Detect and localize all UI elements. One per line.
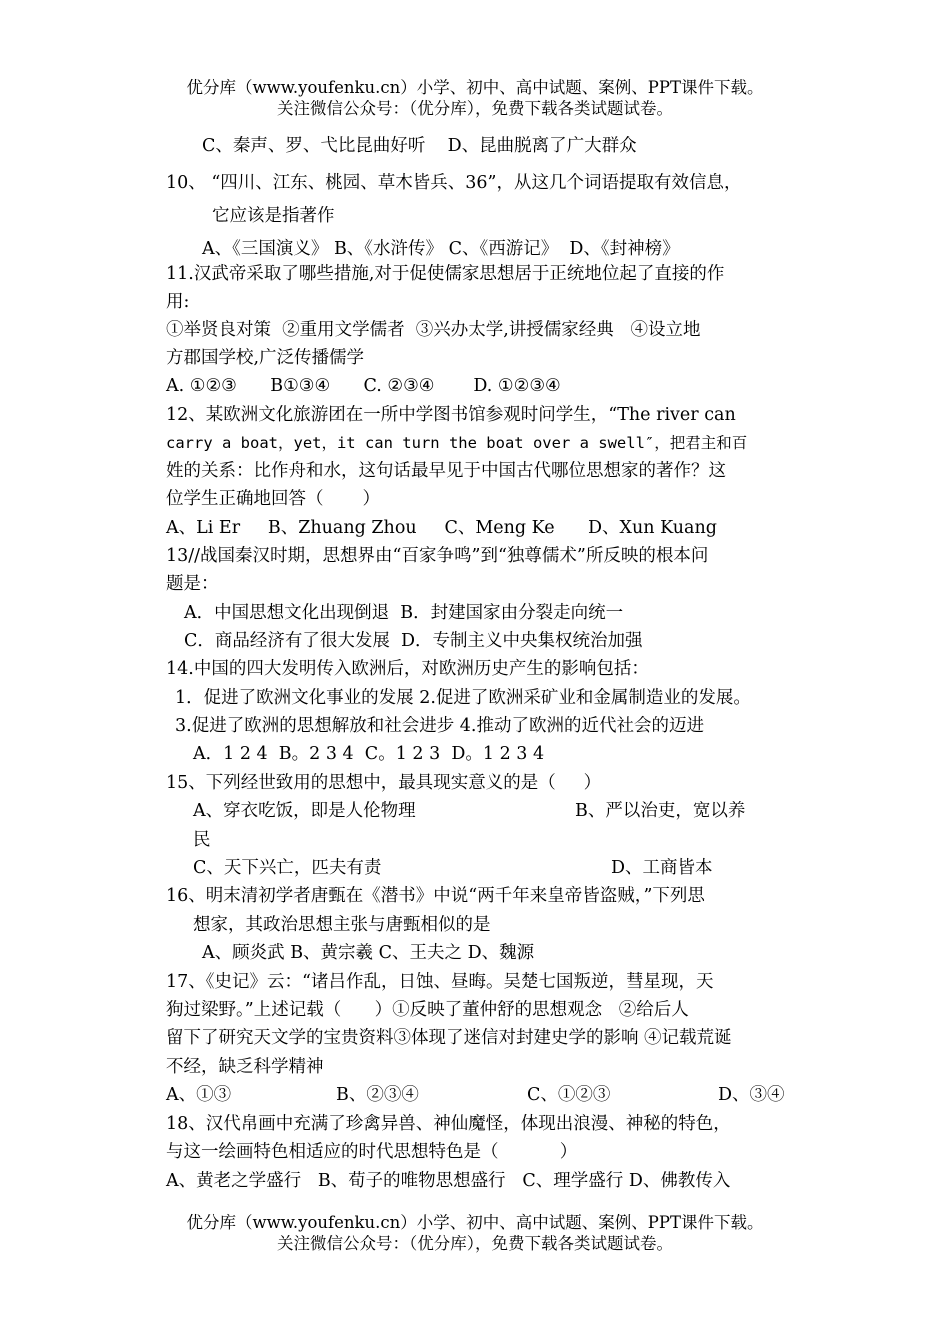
q18-options: A、黄老之学盛行 B、荀子的唯物思想盛行 C、理学盛行 D、佛教传入 [166, 1171, 731, 1191]
q14-options: A．1 2 4 B。2 3 4 C。1 2 3 D。1 2 3 4 [193, 744, 545, 764]
q17-option-b: B、②③④ [336, 1085, 419, 1105]
q12-stem-line-1: 12、某欧洲文化旅游团在一所中学图书馆参观时问学生，“The river can [166, 405, 736, 425]
q15-option-b: B、严以治吏，宽以养 [575, 801, 746, 821]
q15-option-a: A、穿衣吃饭，即是人伦物理 [193, 801, 416, 821]
q18-stem-line-2: 与这一绘画特色相适应的时代思想特色是（ ） [166, 1142, 578, 1162]
q11-stem-line-2: 用: [166, 292, 190, 312]
page-header-line-1: 优分库（www.youfenku.cn）小学、初中、高中试题、案例、PPT课件下载。 [186, 78, 764, 97]
q18-stem-line-1: 18、汉代帛画中充满了珍禽异兽、神仙魔怪，体现出浪漫、神秘的特色， [166, 1114, 731, 1134]
q17-stem-line-2: 狗过梁野。”上述记载（ ）①反映了董仲舒的思想观念 ②给后人 [166, 1000, 689, 1020]
q10-options: A、《三国演义》 B、《水浒传》 C、《西游记》 D、《封神榜》 [202, 239, 680, 259]
q13-stem-line-1: 13//战国秦汉时期，思想界由“百家争鸣”到“独尊儒术”所反映的根本问 [166, 546, 709, 566]
q15-option-b-continued: 民 [193, 830, 211, 850]
q14-items-line-2: 3.促进了欧洲的思想解放和社会进步 4.推动了欧洲的近代社会的迈进 [175, 716, 704, 736]
q11-stem-line-1: 11.汉武帝采取了哪些措施,对于促使儒家思想居于正统地位起了直接的作 [166, 264, 725, 284]
q16-options: A、顾炎武 B、黄宗羲 C、王夫之 D、魏源 [202, 943, 535, 963]
q13-stem-line-2: 题是： [166, 574, 219, 594]
page-header-line-2: 关注微信公众号：（优分库），免费下载各类试题试卷。 [277, 99, 673, 118]
q10-stem-line-1: 10、 “四川、江东、桃园、草木皆兵、36”，从这几个词语提取有效信息， [166, 173, 742, 193]
q16-stem-line-1: 16、明末清初学者唐甄在《潜书》中说“两千年来皇帝皆盗贼，”下列思 [166, 886, 705, 906]
q9-options-cd: C、秦声、罗、弋比昆曲好听 D、昆曲脱离了广大群众 [202, 136, 637, 156]
q17-stem-line-3: 留下了研究天文学的宝贵资料③体现了迷信对封建史学的影响 ④记载荒诞 [166, 1028, 732, 1048]
q17-option-a: A、①③ [166, 1085, 232, 1105]
q12-stem-line-4: 位学生正确地回答（ ） [166, 489, 380, 509]
q13-options-ab: A．中国思想文化出现倒退 B．封建国家由分裂走向统一 [184, 603, 624, 623]
q17-option-d: D、③④ [718, 1085, 785, 1105]
q17-option-c: C、①②③ [527, 1085, 611, 1105]
q16-stem-line-2: 想家，其政治思想主张与唐甄相似的是 [193, 915, 491, 935]
q17-stem-line-1: 17、《史记》云：“诸吕作乱，日蚀、昼晦。吴楚七国叛逆，彗星现，天 [166, 972, 714, 992]
q12-options: A、Li Er B、Zhuang Zhou C、Meng Ke D、Xun Kuang [166, 518, 717, 538]
q11-options: A. ①②③ B①③④ C. ②③④ D. ①②③④ [166, 376, 561, 396]
q14-items-line-1: 1．促进了欧洲文化事业的发展 2.促进了欧洲采矿业和金属制造业的发展。 [175, 688, 751, 708]
q15-stem: 15、下列经世致用的思想中，最具现实意义的是（ ） [166, 773, 602, 793]
q12-stem-line-2: carry a boat，yet，it can turn the boat over a swell″，把君主和百 [166, 434, 748, 452]
q11-items-line-2: 方郡国学校,广泛传播儒学 [166, 348, 365, 368]
q13-options-cd: C．商品经济有了很大发展 D．专制主义中央集权统治加强 [184, 631, 643, 651]
q12-stem-line-3: 姓的关系：比作舟和水，这句话最早见于中国古代哪位思想家的著作？这 [166, 461, 726, 481]
q14-stem: 14.中国的四大发明传入欧洲后，对欧洲历史产生的影响包括： [166, 659, 649, 679]
page-footer-line-2: 关注微信公众号：（优分库），免费下载各类试题试卷。 [277, 1234, 673, 1253]
q15-option-d: D、工商皆本 [611, 858, 713, 878]
q15-option-c: C、天下兴亡，匹夫有责 [193, 858, 382, 878]
q10-stem-line-2: 它应该是指著作 [212, 206, 335, 226]
page-footer-line-1: 优分库（www.youfenku.cn）小学、初中、高中试题、案例、PPT课件下载。 [186, 1213, 764, 1232]
q17-stem-line-4: 不经，缺乏科学精神 [166, 1057, 324, 1077]
q11-items-line-1: ①举贤良对策 ②重用文学儒者 ③兴办太学,讲授儒家经典 ④设立地 [166, 320, 701, 340]
